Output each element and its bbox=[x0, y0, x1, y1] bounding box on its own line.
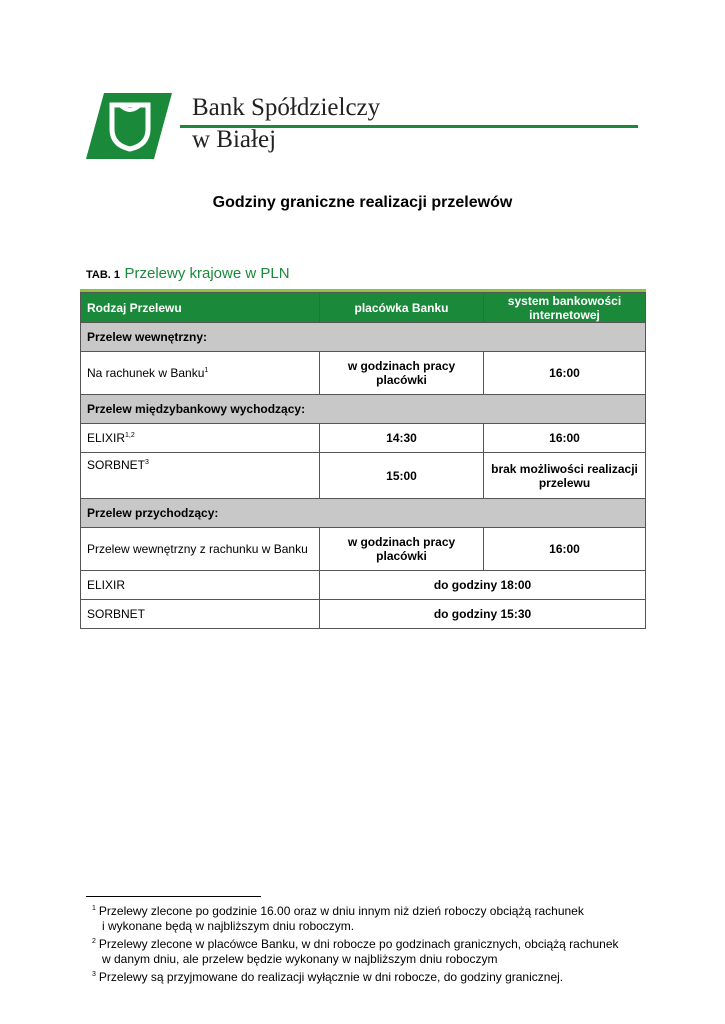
cutoff-table bbox=[80, 292, 646, 629]
branch-cell: w godzinach pracy placówki bbox=[320, 352, 484, 395]
section-label: Przelew przychodzący: bbox=[81, 499, 646, 528]
footnote-2: $^2$ Przelewy zlecone w placówce Banku, w dni robocze po godzinach granicznych, obciążą rachunek w danym dniu, ale przelew będzie wykonany w najbliższym dniu roboczym bbox=[92, 937, 619, 966]
row-label: SORBNET bbox=[81, 600, 320, 629]
online-cell: 16:00 bbox=[484, 424, 646, 453]
header-online: system bankowości internetowej bbox=[484, 293, 646, 323]
branch-cell: 15:00 bbox=[320, 453, 484, 499]
table-caption bbox=[86, 265, 290, 283]
table-number: TAB. 1 bbox=[86, 269, 121, 281]
row-label: Na rachunek w Banku$^1$ bbox=[81, 352, 320, 395]
bank-name-line2: w Białej bbox=[192, 126, 277, 153]
table-title: Przelewy krajowe w PLN bbox=[124, 265, 290, 282]
page-title: Godziny graniczne realizacji przelewów bbox=[212, 194, 513, 211]
section-label: Przelew wewnętrzny: bbox=[81, 323, 646, 352]
footnote-separator bbox=[86, 896, 261, 897]
merged-cell: do godziny 15:30 bbox=[320, 600, 646, 629]
bank-logo bbox=[86, 93, 172, 159]
branch-cell: 14:30 bbox=[320, 424, 484, 453]
header-branch: placówka Banku bbox=[320, 293, 484, 323]
online-cell: 16:00 bbox=[484, 528, 646, 571]
footnote-3: $^3$ Przelewy są przyjmowane do realizacji wyłącznie w dni robocze, do godziny granicznej. bbox=[92, 970, 564, 984]
row-label: ELIXIR bbox=[81, 571, 320, 600]
row-label: ELIXIR$^{1,2}$ bbox=[81, 424, 320, 453]
bank-logo-icon bbox=[86, 93, 172, 159]
table-row bbox=[81, 600, 646, 629]
footnotes bbox=[92, 901, 638, 985]
row-label: SORBNET$^3$ bbox=[81, 453, 320, 499]
online-cell: brak możliwości realizacji przelewu bbox=[484, 453, 646, 499]
bank-name-line1: Bank Spółdzielczy bbox=[192, 94, 381, 121]
header-transfer-type: Rodzaj Przelewu bbox=[81, 293, 320, 323]
merged-cell: do godziny 18:00 bbox=[320, 571, 646, 600]
table-header-row bbox=[81, 293, 646, 323]
table-row bbox=[81, 453, 646, 499]
table-row bbox=[81, 528, 646, 571]
table-row bbox=[81, 352, 646, 395]
section-row bbox=[81, 395, 646, 424]
online-cell: 16:00 bbox=[484, 352, 646, 395]
section-label: Przelew międzybankowy wychodzący: bbox=[81, 395, 646, 424]
section-row bbox=[81, 323, 646, 352]
branch-cell: w godzinach pracy placówki bbox=[320, 528, 484, 571]
table-row bbox=[81, 571, 646, 600]
table-row bbox=[81, 424, 646, 453]
section-row bbox=[81, 499, 646, 528]
row-label: Przelew wewnętrzny z rachunku w Banku bbox=[81, 528, 320, 571]
footnote-1: $^1$ Przelewy zlecone po godzinie 16.00 oraz w dniu innym niż dzień roboczy obciążą rachunek i wykonane będą w najbliższym dniu roboczym. bbox=[92, 904, 584, 933]
